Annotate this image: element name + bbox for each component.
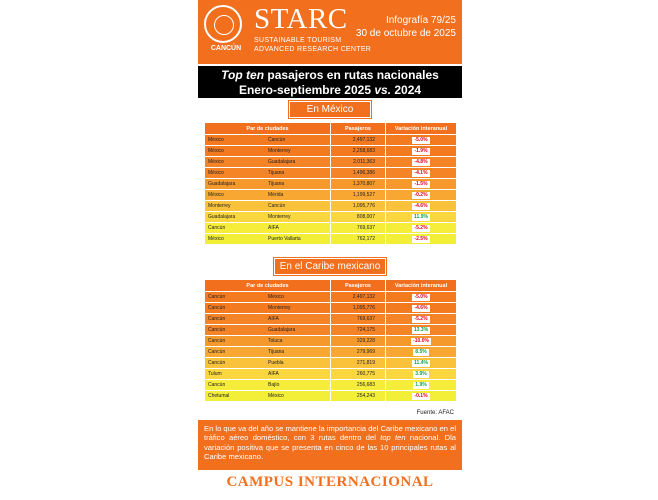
passenger-count: 329,228 (331, 336, 386, 347)
passenger-count: 254,243 (331, 391, 386, 402)
passenger-count: 769,637 (331, 223, 386, 234)
issue-info (356, 14, 456, 40)
passenger-count: 2,258,683 (331, 146, 386, 157)
city-pair (205, 314, 331, 325)
variation-cell (386, 369, 457, 380)
passenger-count: 256,683 (331, 380, 386, 391)
table-row (205, 168, 457, 179)
table-row (205, 336, 457, 347)
title-italic: Top ten (221, 68, 265, 82)
city-pair (205, 212, 331, 223)
city-pair (205, 223, 331, 234)
city-destination: Puerto Vallarta (268, 236, 301, 242)
passenger-count: 769,637 (331, 314, 386, 325)
variation-cell (386, 292, 457, 303)
passenger-count: 1,095,776 (331, 201, 386, 212)
variation-cell (386, 314, 457, 325)
city-origin: Guadalajara (208, 181, 236, 187)
city-origin: México (208, 170, 224, 176)
passenger-count: 1,370,807 (331, 179, 386, 190)
title-vs: vs. (374, 83, 392, 97)
variation-value: -1.5% (414, 180, 428, 187)
city-destination: México (268, 294, 284, 300)
table-row (205, 212, 457, 223)
variation-value: -4.6% (414, 202, 428, 209)
brand-subtitle-1: SUSTAINABLE TOURISM (254, 37, 342, 44)
city-pair (205, 135, 331, 146)
university-seal-icon (204, 5, 242, 43)
variation-cell (386, 234, 457, 245)
variation-cell (386, 190, 457, 201)
variation-value: -4.8% (414, 158, 428, 165)
variation-value: 11.9% (414, 213, 428, 220)
variation-value: 11.4% (414, 359, 428, 366)
table-caribe (204, 279, 457, 402)
city-origin: Monterrey (208, 203, 231, 209)
city-pair (205, 347, 331, 358)
city-pair (205, 336, 331, 347)
variation-cell (386, 347, 457, 358)
issue-number: Infografía 79/25 (385, 15, 456, 26)
passenger-count: 2,011,363 (331, 157, 386, 168)
city-pair (205, 190, 331, 201)
city-destination: México (268, 393, 284, 399)
variation-value: -2.5% (414, 235, 428, 242)
variation-cell (386, 168, 457, 179)
city-origin: Cancún (208, 338, 226, 344)
city-destination: Tijuana (268, 170, 285, 176)
city-destination: Cancún (268, 137, 286, 143)
city-destination: AIFA (268, 316, 279, 322)
summary-italic: top ten (380, 433, 406, 443)
brand-logo: STARC (254, 3, 348, 35)
variation-value: 8.5% (415, 348, 427, 355)
city-destination: Tijuana (268, 349, 285, 355)
passenger-count: 808,007 (331, 212, 386, 223)
issue-date: 30 de octubre de 2025 (355, 28, 456, 39)
city-destination: Puebla (268, 360, 284, 366)
passenger-count: 271,819 (331, 358, 386, 369)
variation-cell (386, 201, 457, 212)
city-destination: Guadalajara (268, 327, 296, 333)
variation-cell (386, 380, 457, 391)
col-header-pax: Pasajeros (331, 280, 386, 292)
city-origin: Cancún (208, 294, 226, 300)
variation-value: -5.0% (414, 293, 428, 300)
city-pair (205, 380, 331, 391)
city-pair (205, 146, 331, 157)
passenger-count: 2,497,132 (331, 135, 386, 146)
table-row (205, 358, 457, 369)
passenger-count: 1,095,776 (331, 303, 386, 314)
variation-value: 1.9% (415, 381, 427, 388)
variation-cell (386, 391, 457, 402)
city-pair (205, 303, 331, 314)
variation-value: 13.3% (413, 326, 429, 333)
city-pair (205, 201, 331, 212)
variation-cell (386, 135, 457, 146)
city-origin: México (208, 137, 224, 143)
table-row (205, 325, 457, 336)
city-origin: Cancún (208, 316, 226, 322)
variation-value: -5.2% (414, 224, 428, 231)
header-banner (198, 0, 462, 64)
section-label-caribe: En el Caribe mexicano (274, 258, 386, 275)
variation-cell (386, 358, 457, 369)
variation-cell (386, 325, 457, 336)
col-header-pax: Pasajeros (331, 123, 386, 135)
passenger-count: 260,775 (331, 369, 386, 380)
city-origin: Cancún (208, 225, 226, 231)
city-destination: AIFA (268, 371, 279, 377)
passenger-count: 1,496,386 (331, 168, 386, 179)
city-destination: Guadalajara (268, 159, 296, 165)
city-origin: México (208, 159, 224, 165)
table-row (205, 369, 457, 380)
variation-value: -5.0% (414, 136, 428, 143)
col-header-pair: Par de ciudades (205, 123, 331, 135)
table-row (205, 234, 457, 245)
city-origin: México (208, 192, 224, 198)
section-label-mexico: En México (289, 101, 371, 118)
table-row (205, 190, 457, 201)
city-pair (205, 292, 331, 303)
section-mexico (204, 101, 456, 245)
infographic (198, 0, 462, 500)
city-destination: Monterrey (268, 305, 291, 311)
city-pair (205, 358, 331, 369)
city-destination: Mérida (268, 192, 284, 198)
variation-value: 3.9% (415, 370, 427, 377)
passenger-count: 1,199,527 (331, 190, 386, 201)
city-pair (205, 157, 331, 168)
brand-subtitle-2: ADVANCED RESEARCH CENTER (254, 46, 372, 53)
table-row (205, 179, 457, 190)
title-bar (198, 66, 462, 98)
variation-value: -1.9% (414, 147, 428, 154)
title-line-2 (198, 83, 462, 98)
table-row (205, 347, 457, 358)
variation-cell (386, 146, 457, 157)
summary-part-1: En lo que va del año se mantiene la importancia del Caribe mexicano en el tráfico aéreo doméstico, con 3 rutas dentro del (204, 424, 457, 443)
passenger-count: 279,969 (331, 347, 386, 358)
city-pair (205, 391, 331, 402)
variation-value: -4.1% (414, 169, 428, 176)
summary-text (198, 420, 462, 470)
city-origin: Tulum (208, 371, 222, 377)
city-destination: Monterrey (268, 148, 291, 154)
section-caribe (204, 258, 456, 402)
city-origin: México (208, 148, 224, 154)
city-destination: Tijuana (268, 181, 285, 187)
table-row (205, 201, 457, 212)
footer-campus: CAMPUS INTERNACIONAL (226, 474, 434, 490)
summary-part-2: nacional. Dla variación positiva que se presenta en cinco de las 10 principales rutas al Caribe mexicano. (204, 433, 457, 461)
title-year: 2024 (391, 83, 422, 97)
table-row (205, 314, 457, 325)
passenger-count: 724,175 (331, 325, 386, 336)
title-rest: pasajeros en rutas nacionales (264, 68, 439, 82)
passenger-count: 762,172 (331, 234, 386, 245)
city-origin: Chetumal (208, 393, 230, 399)
variation-cell (386, 223, 457, 234)
variation-cell (386, 179, 457, 190)
city-pair (205, 179, 331, 190)
source-note: Fuente: AFAC (416, 410, 454, 416)
table-row (205, 380, 457, 391)
city-destination: Toluca (268, 338, 283, 344)
variation-value: -4.6% (414, 304, 428, 311)
variation-value: -5.2% (414, 315, 428, 322)
seal-caption: CANCÚN (210, 45, 242, 52)
table-row (205, 303, 457, 314)
title-period: Enero-septiembre 2025 (238, 83, 375, 97)
table-row (205, 292, 457, 303)
city-origin: Cancún (208, 305, 226, 311)
variation-cell (386, 212, 457, 223)
col-header-var: Variación interanual (386, 123, 457, 135)
city-destination: AIFA (268, 225, 279, 231)
variation-cell (386, 157, 457, 168)
city-destination: Cancún (268, 203, 286, 209)
city-origin: Guadalajara (208, 214, 236, 220)
variation-cell (386, 303, 457, 314)
table-row (205, 146, 457, 157)
table-row (205, 223, 457, 234)
table-mexico (204, 122, 457, 245)
passenger-count: 2,497,132 (331, 292, 386, 303)
city-pair (205, 325, 331, 336)
city-pair (205, 234, 331, 245)
city-destination: Monterrey (268, 214, 291, 220)
city-origin: Cancún (208, 382, 226, 388)
variation-cell (386, 336, 457, 347)
variation-value: -0.1% (414, 392, 428, 399)
city-destination: Bajío (268, 382, 280, 388)
city-origin: Cancún (208, 349, 226, 355)
city-origin: México (208, 236, 224, 242)
variation-value: -10.0% (413, 337, 429, 344)
table-row (205, 391, 457, 402)
city-origin: Cancún (208, 360, 226, 366)
city-pair (205, 369, 331, 380)
col-header-var: Variación interanual (386, 280, 457, 292)
city-pair (205, 168, 331, 179)
city-origin: Cancún (208, 327, 226, 333)
variation-value: -0.2% (414, 191, 428, 198)
table-row (205, 135, 457, 146)
col-header-pair: Par de ciudades (205, 280, 331, 292)
table-row (205, 157, 457, 168)
title-line-1 (198, 68, 462, 83)
